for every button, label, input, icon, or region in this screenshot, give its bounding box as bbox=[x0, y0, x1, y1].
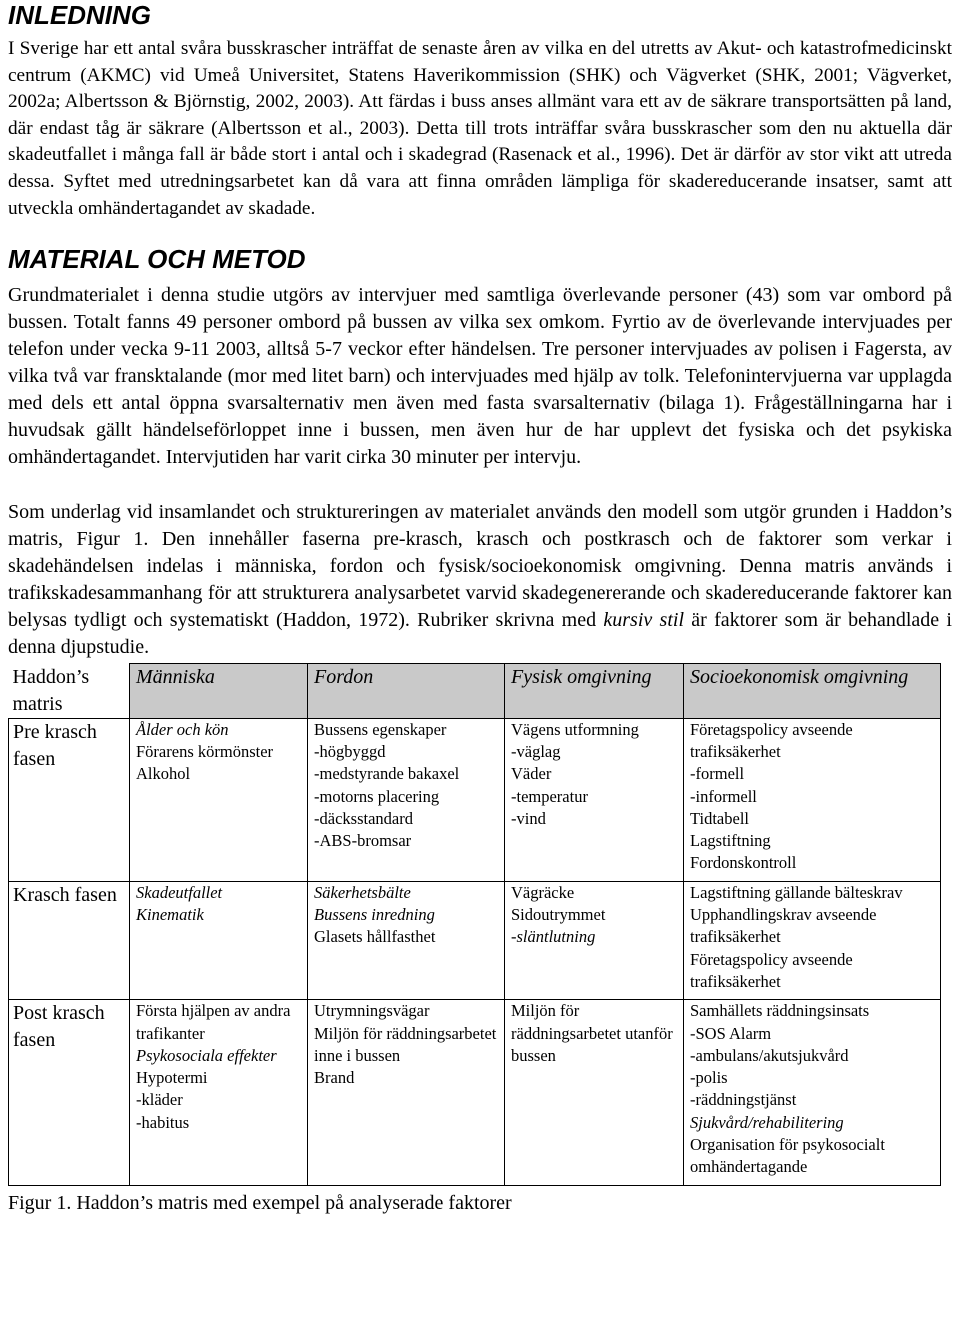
matrix-cell-line: Hypotermi bbox=[136, 1068, 208, 1088]
matrix-cell-line: Fordonskontroll bbox=[690, 853, 797, 873]
matrix-cell-line: Förarens körmönster bbox=[136, 741, 274, 761]
matrix-cell-line: Vägens utformning bbox=[511, 719, 639, 739]
matrix-cell-line: Kinematik bbox=[136, 905, 204, 925]
matrix-cell bbox=[684, 718, 941, 881]
matrix-cell-line: Miljön för räddningsarbetet inne i bussen bbox=[314, 1023, 497, 1065]
matrix-col-fysisk-omgivning: Fysisk omgivning bbox=[505, 664, 684, 719]
matrix-cell-line: Psykosociala effekter bbox=[136, 1045, 277, 1065]
matrix-cell-line: Tidtabell bbox=[690, 808, 749, 828]
document-page bbox=[8, 0, 952, 1216]
figure-caption: Figur 1. Haddon’s matris med exempel på analyserade faktorer bbox=[8, 1191, 512, 1214]
matrix-cell-line: Sidoutrymmet bbox=[511, 905, 606, 925]
haddon-matrix-table bbox=[8, 663, 941, 1185]
matrix-cell bbox=[308, 881, 505, 999]
matrix-cell-line: Första hjälpen av andra trafikanter bbox=[136, 1001, 291, 1043]
matrix-row-label: Pre krasch fasen bbox=[9, 718, 130, 881]
matrix-cell-line: -ambulans/akutsjukvård bbox=[690, 1045, 849, 1065]
matrix-cell-line: Utrymningsvägar bbox=[314, 1001, 430, 1021]
matrix-row-krasch bbox=[9, 881, 941, 999]
matrix-row-label: Krasch fasen bbox=[9, 881, 130, 999]
matrix-cell-line: -räddningstjänst bbox=[690, 1090, 797, 1110]
matrix-cell-line: -medstyrande bakaxel bbox=[314, 764, 460, 784]
intro-paragraph: I Sverige har ett antal svåra busskrascher inträffat de senaste åren av vilka en del utretts av Akut- och katastrofmedicinskt centrum (AKMC) vid Umeå Universitet, Statens Haverikommission (SHK) och Vägverket (SHK, 2001; Vägverket, 2002a; Albertsson & Björnstig, 2002, 2003). Att färdas i buss anses allmänt vara ett av de säkrare transportsätten på land, där endast tåg är säkrare (Albertsson et al., 2003). Detta till trots inträffar svåra busskrascher som den nu aktuella där skadeutfallet i många fall är både stort i antal och i skadegrad (Rasenack et al., 1996). Det är därför av stor vikt att utreda dessa. Syftet med utredningsarbetet kan då vara att finna områden lämpliga för skadereducerande insatser, samt att utveckla omhändertagandet av skadade. bbox=[8, 38, 952, 219]
matrix-col-fordon: Fordon bbox=[308, 664, 505, 719]
matrix-cell-line: Skadeutfallet bbox=[136, 882, 223, 902]
matrix-cell-line: -däcksstandard bbox=[314, 808, 413, 828]
matrix-cell-line: Företagspolicy avseende trafiksäkerhet bbox=[690, 719, 853, 761]
matrix-cell-line: Lagstiftning bbox=[690, 831, 771, 851]
matrix-cell-line: -ABS-bromsar bbox=[314, 831, 412, 851]
matrix-cell bbox=[505, 1000, 684, 1185]
matrix-cell-line: Sjukvård/rehabilitering bbox=[690, 1112, 844, 1132]
matrix-row-post-krasch bbox=[9, 1000, 941, 1185]
matrix-cell-line: -informell bbox=[690, 786, 757, 806]
matrix-cell bbox=[505, 881, 684, 999]
method-paragraph-2-italic: kursiv stil bbox=[603, 609, 684, 632]
method-paragraph-1: Grundmaterialet i denna studie utgörs av intervjuer med samtliga överlevande personer (43) som var ombord på bussen. Totalt fanns 49 personer ombord på bussen av vilka sex omkom. Fyrtio av de överlevande intervjuades per telefon under vecka 9-11 2003, alltså 5-7 veckor efter händelsen. Tre personer intervjuades av polisen i Fagersta, av vilka två var fransktalande (mor med litet barn) och intervjuades med hjälp av tolk. Telefonintervjuerna var upplagda med dels ett antal öppna svarsalternativ men även med fasta svarsalternativ (bilaga 1). Frågeställningarna har i huvudsak gällt händelseförloppet inne i bussen, men även hur de har upplevt det fysiska och det psykiska omhändertagandet. Intervjutiden har varit cirka 30 minuter per intervju. bbox=[8, 284, 952, 469]
matrix-cell-line: Bussens egenskaper bbox=[314, 719, 447, 739]
matrix-cell-line: Samhällets räddningsinsats bbox=[690, 1001, 870, 1021]
matrix-cell-line: Alkohol bbox=[136, 764, 191, 784]
matrix-cell-line: Miljön för räddningsarbetet utanför bussen bbox=[511, 1001, 673, 1065]
matrix-row-pre-krasch bbox=[9, 718, 941, 881]
matrix-cell bbox=[308, 1000, 505, 1185]
matrix-cell bbox=[308, 718, 505, 881]
matrix-cell-line: -formell bbox=[690, 764, 745, 784]
matrix-cell-line: -vind bbox=[511, 808, 546, 828]
matrix-header-row bbox=[9, 664, 941, 719]
matrix-cell bbox=[684, 1000, 941, 1185]
matrix-cell bbox=[130, 881, 308, 999]
matrix-cell-line: Bussens inredning bbox=[314, 905, 435, 925]
matrix-cell-line: -kläder bbox=[136, 1090, 183, 1110]
matrix-cell-line: -motorns placering bbox=[314, 786, 440, 806]
matrix-row-label: Post krasch fasen bbox=[9, 1000, 130, 1185]
matrix-cell-line: Lagstiftning gällande bälteskrav bbox=[690, 882, 903, 902]
matrix-cell-line: -SOS Alarm bbox=[690, 1023, 772, 1043]
matrix-cell-line: -släntlutning bbox=[511, 927, 596, 947]
method-paragraph-2-text-b: är faktorer som är behandlade i denna djupstudie. bbox=[8, 609, 952, 659]
matrix-cell-line: -habitus bbox=[136, 1112, 190, 1132]
matrix-cell bbox=[130, 718, 308, 881]
matrix-cell-line: Ålder och kön bbox=[136, 719, 229, 739]
matrix-cell-line: Organisation för psykosocialt omhändertagande bbox=[690, 1135, 885, 1177]
matrix-cell-line: Upphandlingskrav avseende trafiksäkerhet bbox=[690, 905, 877, 947]
matrix-cell-line: -högbyggd bbox=[314, 741, 386, 761]
matrix-cell-line: Glasets hållfasthet bbox=[314, 927, 436, 947]
matrix-cell-line: Säkerhetsbälte bbox=[314, 882, 411, 902]
matrix-cell-line: Väder bbox=[511, 764, 552, 784]
matrix-cell bbox=[684, 881, 941, 999]
matrix-col-socioekonomisk-omgivning: Socioekonomisk omgivning bbox=[684, 664, 941, 719]
matrix-cell-line: -polis bbox=[690, 1068, 728, 1088]
matrix-cell bbox=[130, 1000, 308, 1185]
matrix-cell bbox=[505, 718, 684, 881]
matrix-cell-line: -väglag bbox=[511, 741, 561, 761]
matrix-cell-line: Vägräcke bbox=[511, 882, 575, 902]
matrix-cell-line: Företagspolicy avseende trafiksäkerhet bbox=[690, 949, 853, 991]
heading-inledning: INLEDNING bbox=[8, 0, 151, 30]
heading-material-och-metod: MATERIAL OCH METOD bbox=[8, 244, 306, 275]
matrix-cell-line: -temperatur bbox=[511, 786, 588, 806]
matrix-corner-label: Haddon’s matris bbox=[12, 665, 90, 715]
method-paragraph-2-text-a: Som underlag vid insamlandet och struktureringen av materialet används den modell som utgör grunden i Haddon’s matris, Figur 1. Den innehåller faserna pre-krasch, krasch och postkrasch och de faktorer som verkar i skadehändelsen indelas i människa, fordon och fysisk/socioekonomisk omgivning. Denna matris används i trafikskadesammanhang för att strukturera analysarbetet varvid skadegenererande och skadereducerande faktorer kan belysas tydligt och systematiskt (Haddon, 1972). Rubriker skrivna med bbox=[8, 501, 952, 632]
method-paragraph-2 bbox=[8, 499, 952, 661]
matrix-cell-line: Brand bbox=[314, 1068, 355, 1088]
matrix-col-manniska: Människa bbox=[130, 664, 308, 719]
